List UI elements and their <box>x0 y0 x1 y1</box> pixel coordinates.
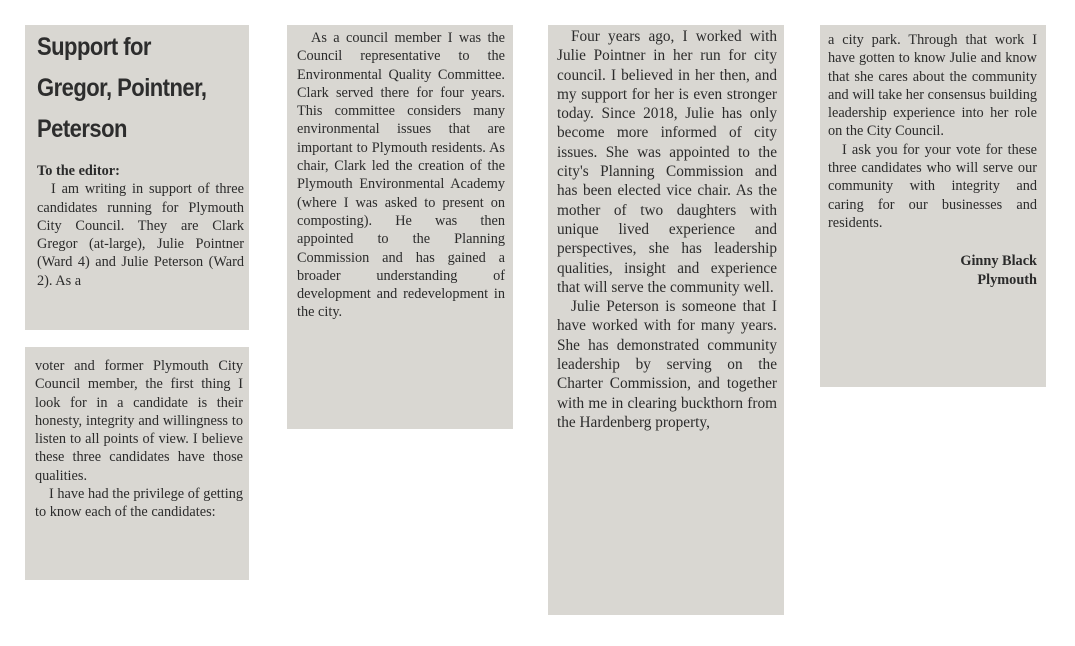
salutation: To the editor: <box>37 163 120 179</box>
headline-line-1: Support for <box>37 33 151 61</box>
headline-line-2: Gregor, Pointner, <box>37 74 207 102</box>
signature-city: Plymouth <box>977 271 1037 288</box>
letter-clipping-4 <box>548 25 784 615</box>
signature-name: Ginny Black <box>960 253 1037 270</box>
letter-clipping-2 <box>25 347 249 580</box>
letter-clipping-3 <box>287 25 513 429</box>
letter-clipping-1 <box>25 25 249 330</box>
letter-paragraph: voter and former Plymouth City Council member, the first thing I look for in a candidate is their honesty, integrity and willingness to listen to all points of view. I believe these three candidates have those qualities. <box>35 358 243 484</box>
letter-paragraph: Four years ago, I worked with Julie Pointner in her run for city council. I believed in her then, and my support for her is even stronger today. Since 2018, Julie has only become more informed of city issues. She was appointed to the city's Planning Commission and has been elected vice chair. As the mother of two daughters with unique lived experience and perspectives, she has leadership qualities, insight and experience that will serve the community well. <box>557 28 777 296</box>
letter-paragraph: a city park. Through that work I have gotten to know Julie and know that she cares about the community and will take her consensus building leadership experience into her role on the City Council. <box>828 32 1037 140</box>
letter-paragraph: I am writing in support of three candidates running for Plymouth City Council. They are Clark Gregor (at-large), Julie Pointner (Ward 4) and Julie Peterson (Ward 2). As a <box>37 181 244 289</box>
letter-paragraph: As a council member I was the Council representative to the Environmental Quality Committee. Clark served there for four years. This committee considers many environmental issues that are important to Plymouth residents. As chair, Clark led the creation of the Plymouth Environmental Academy (where I was asked to present on composting). He was then appointed to the Planning Commission and has gained a broader understanding of development and redevelopment in the city. <box>297 30 505 321</box>
letter-paragraph: I have had the privilege of getting to know each of the candidates: <box>35 486 243 521</box>
headline-line-3: Peterson <box>37 115 127 143</box>
letter-paragraph: I ask you for your vote for these three candidates who will serve our community with integrity and caring for our businesses and residents. <box>828 141 1037 231</box>
letter-clipping-5 <box>820 25 1046 387</box>
letter-paragraph: Julie Peterson is someone that I have worked with for many years. She has demonstrated community leadership by serving on the Charter Commission, and together with me in clearing buckthorn from the Hardenberg property, <box>557 298 777 431</box>
